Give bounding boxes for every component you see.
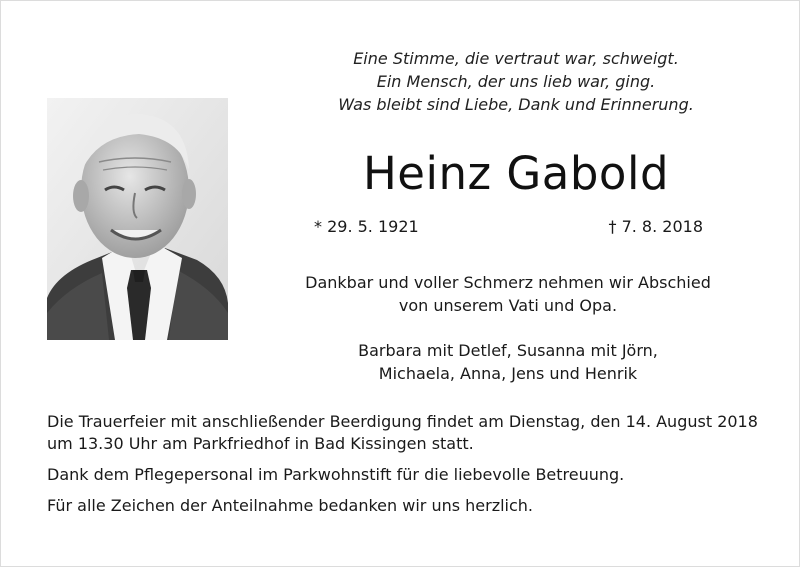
deceased-name: Heinz Gabold xyxy=(362,147,670,200)
mourners-line: Michaela, Anna, Jens und Henrik xyxy=(378,364,638,383)
mourners-line: Barbara mit Detlef, Susanna mit Jörn, xyxy=(358,341,658,360)
portrait-photo-icon xyxy=(47,98,228,340)
birth-date: * 29. 5. 1921 xyxy=(314,217,419,236)
notices-block xyxy=(47,411,767,526)
farewell-line: Dankbar und voller Schmerz nehmen wir Abschied xyxy=(305,273,711,292)
condolence-thanks: Für alle Zeichen der Anteilnahme bedanken wir uns herzlich. xyxy=(47,496,534,515)
poem-line: Was bleibt sind Liebe, Dank und Erinnerung. xyxy=(338,95,694,114)
poem-line: Ein Mensch, der uns lieb war, ging. xyxy=(376,72,656,91)
funeral-line: um 13.30 Uhr am Parkfriedhof in Bad Kissingen statt. xyxy=(47,434,474,453)
poem-line: Eine Stimme, die vertraut war, schweigt. xyxy=(353,49,679,68)
mourners-list xyxy=(301,339,715,385)
farewell-line: von unserem Vati und Opa. xyxy=(398,296,618,315)
funeral-line: Die Trauerfeier mit anschließender Beerdigung findet am Dienstag, den 14. August 2018 xyxy=(47,412,758,431)
funeral-announcement xyxy=(47,411,767,455)
memorial-poem xyxy=(301,47,731,116)
death-date: † 7. 8. 2018 xyxy=(608,217,703,236)
farewell-message xyxy=(301,271,715,317)
care-thanks: Dank dem Pflegepersonal im Parkwohnstift für die liebevolle Betreuung. xyxy=(47,465,625,484)
